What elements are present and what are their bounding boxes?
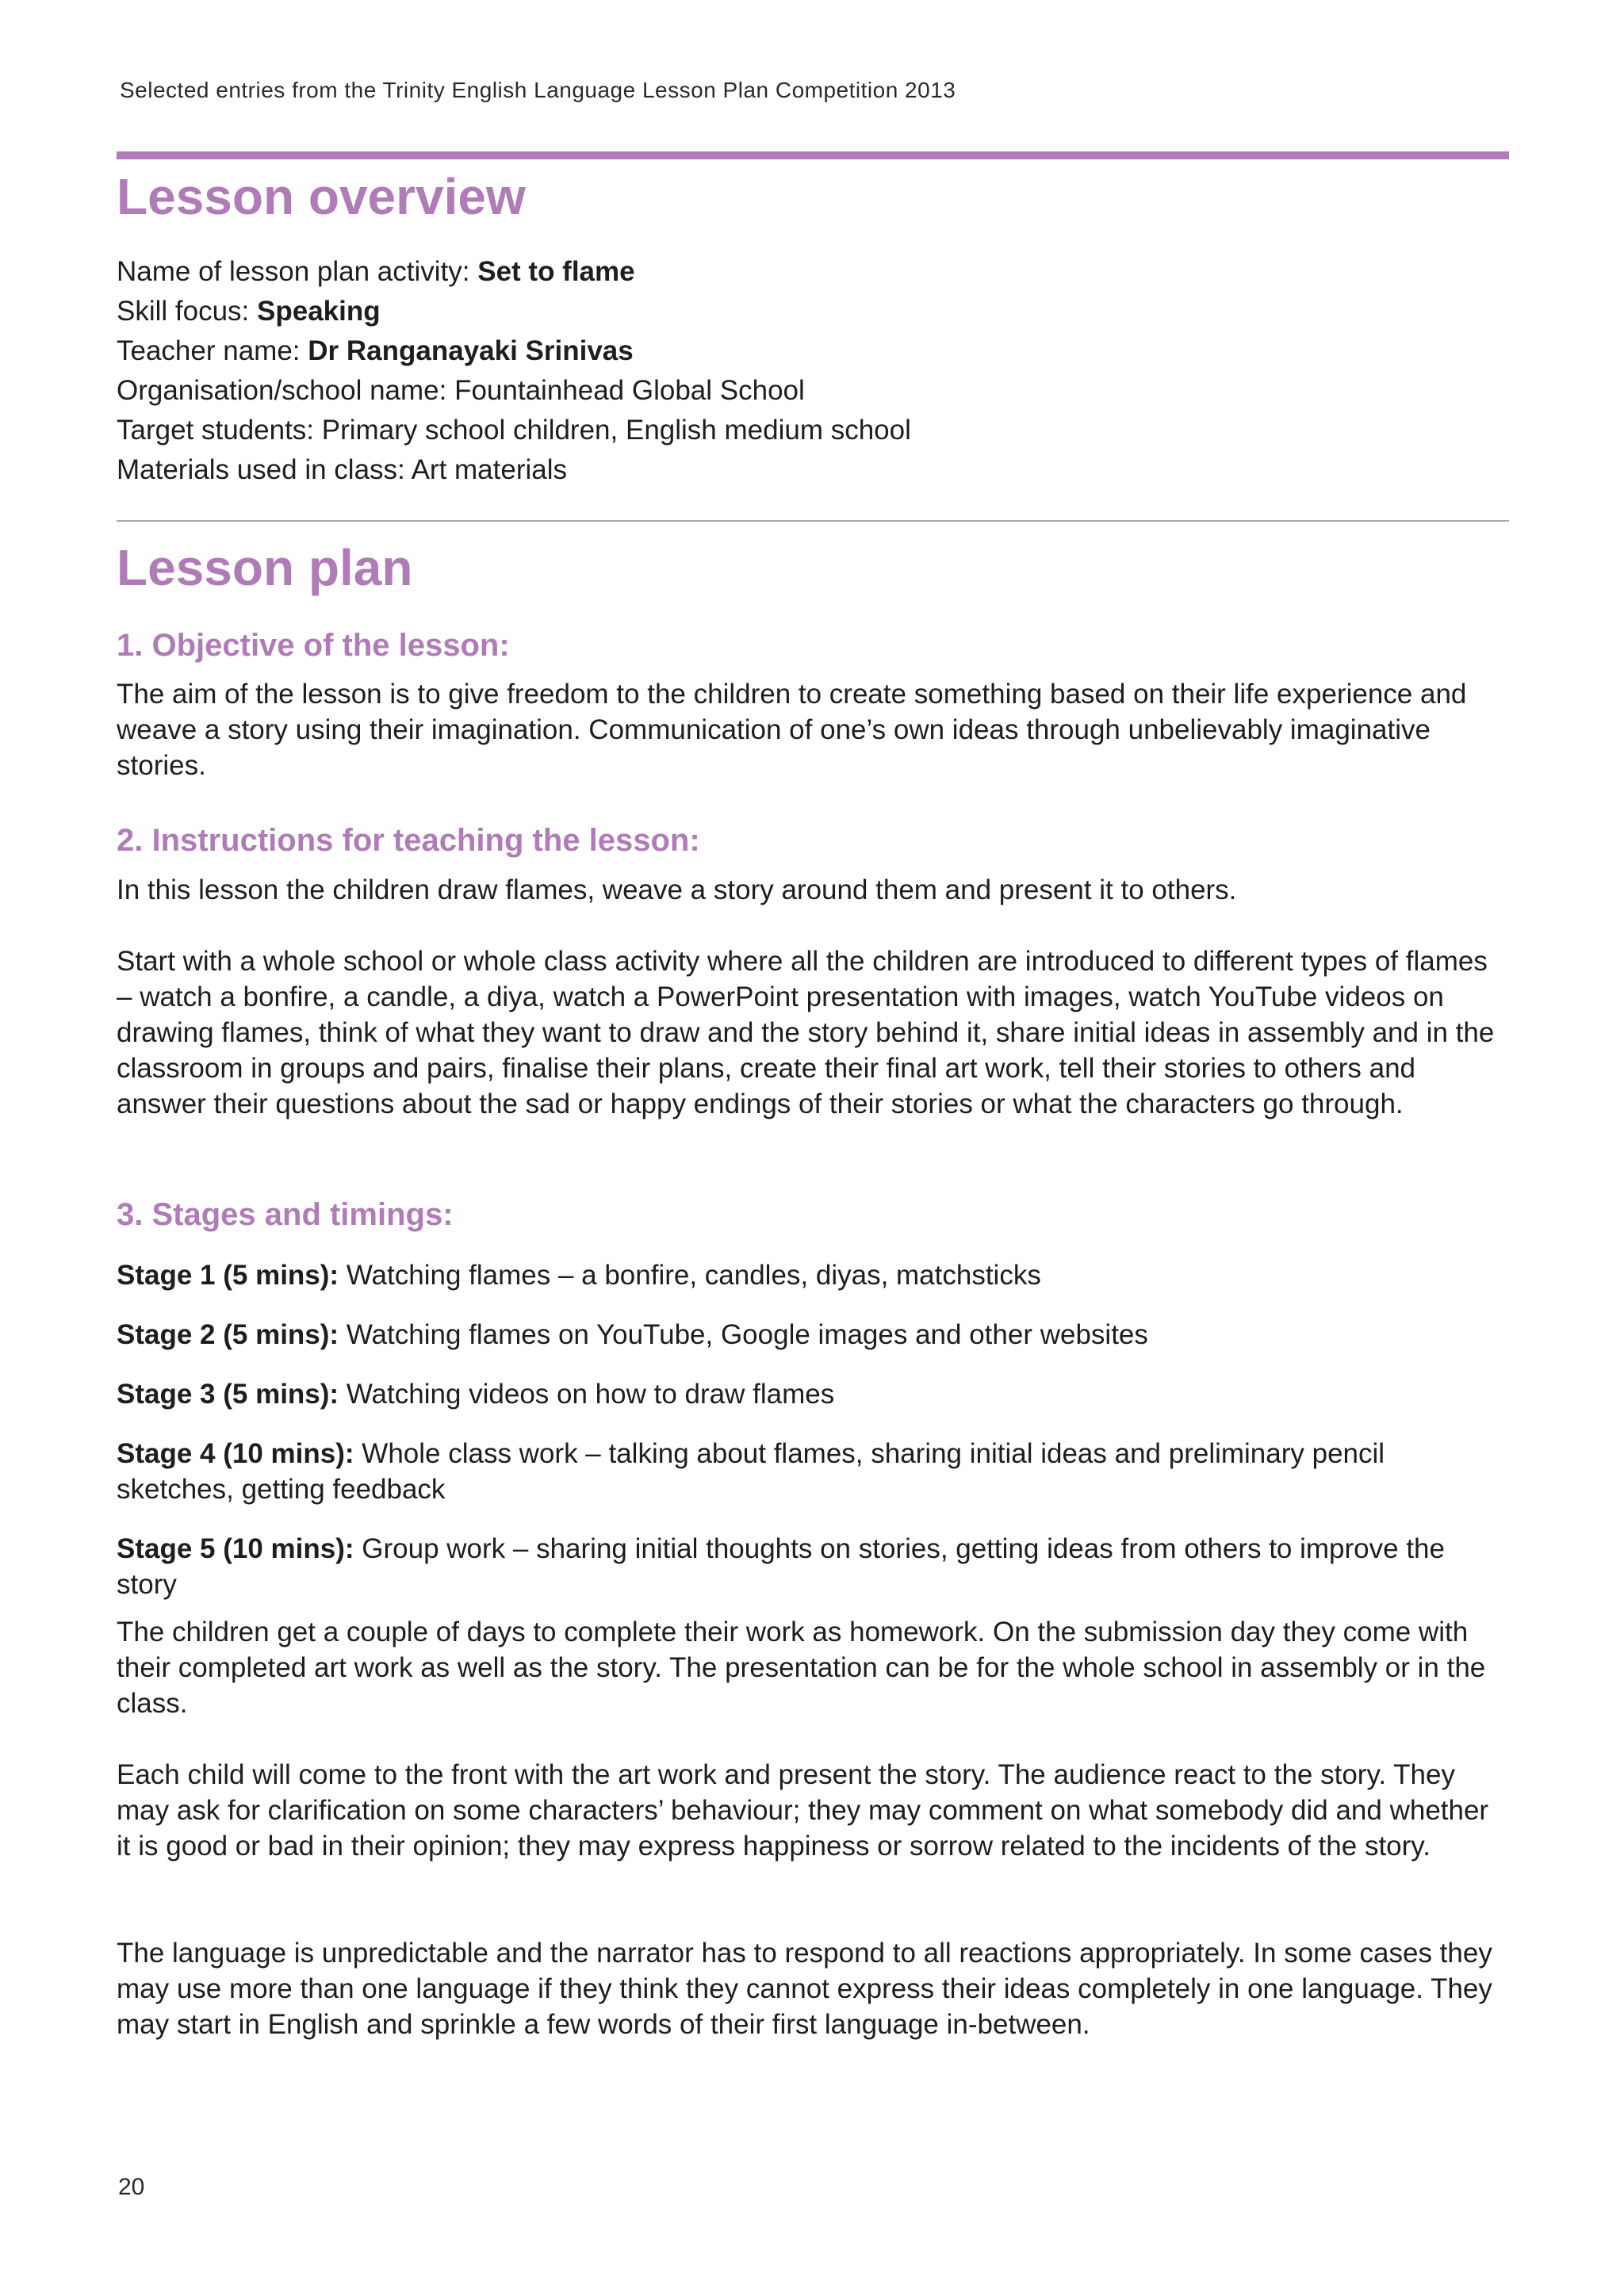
running-header: Selected entries from the Trinity English Language Lesson Plan Competition 2013: [120, 78, 956, 102]
page-number: 20: [118, 2174, 145, 2200]
overview-label: Organisation/school name:: [117, 375, 447, 406]
lesson-plan-heading: Lesson plan: [117, 539, 413, 596]
overview-label: Skill focus:: [117, 296, 250, 327]
stage-text: Watching flames – a bonfire, candles, diyas, matchsticks: [346, 1260, 1041, 1291]
stage-text: Group work – sharing initial thoughts on stories, getting ideas from others to improve the story: [117, 1533, 1445, 1600]
overview-label: Teacher name:: [117, 335, 301, 366]
overview-heading: Lesson overview: [117, 168, 526, 225]
stage-label: Stage 5 (10 mins):: [117, 1533, 354, 1564]
overview-value: Dr Ranganayaki Srinivas: [308, 335, 634, 366]
section-divider: [117, 520, 1509, 522]
stage-label: Stage 4 (10 mins):: [117, 1438, 354, 1469]
overview-value: Set to flame: [477, 256, 635, 287]
objective-text: The aim of the lesson is to give freedom to the children to create something based on their life experience and weave a story using their imagination. Communication of one’s own ideas through unbelievably imaginative stories.: [117, 679, 1467, 781]
header-rule: [117, 151, 1509, 159]
stage-label: Stage 3 (5 mins):: [117, 1379, 339, 1410]
stage-text: Watching videos on how to draw flames: [346, 1379, 835, 1410]
objective-heading: 1. Objective of the lesson:: [117, 628, 510, 663]
stages-paragraph: The language is unpredictable and the narrator has to respond to all reactions appropriately. In some cases they may use more than one language if they think they cannot express their ideas completely in one language. They may start in English and sprinkle a few words of their first language in-between.: [117, 1938, 1492, 2040]
stages-heading: 3. Stages and timings:: [117, 1197, 454, 1232]
instructions-paragraph: Start with a whole school or whole class activity where all the children are introduced to different types of flames – watch a bonfire, a candle, a diya, watch a PowerPoint presentation with images, watch YouTube videos on drawing flames, think of what they want to draw and the story behind it, share initial ideas in assembly and in the classroom in groups and pairs, finalise their plans, create their final art work, tell their stories to others and answer their questions about the sad or happy endings of their stories or what the characters go through.: [117, 946, 1495, 1119]
overview-row-teacher: [117, 331, 1509, 371]
document-page: [117, 0, 1509, 2296]
instructions-paragraph: In this lesson the children draw flames, weave a story around them and present it to others.: [117, 874, 1237, 905]
stage-item: [117, 1257, 1509, 1293]
stage-item: [117, 1376, 1509, 1412]
stage-item: [117, 1436, 1509, 1507]
overview-row-students: [117, 411, 1509, 450]
instructions-heading: 2. Instructions for teaching the lesson:: [117, 823, 700, 858]
overview-label: Name of lesson plan activity:: [117, 256, 470, 287]
overview-value: Primary school children, English medium school: [321, 415, 911, 446]
overview-list: [117, 252, 1509, 490]
overview-row-materials: [117, 450, 1509, 490]
overview-value: Fountainhead Global School: [454, 375, 805, 406]
overview-value: Speaking: [257, 296, 381, 327]
stage-text: Whole class work – talking about flames, sharing initial ideas and preliminary pencil sketches, getting feedback: [117, 1438, 1385, 1505]
stage-item: [117, 1531, 1509, 1602]
stage-item: [117, 1317, 1509, 1353]
stage-text: Watching flames on YouTube, Google images and other websites: [346, 1319, 1148, 1350]
overview-value: Art materials: [411, 454, 567, 485]
overview-row-skill: [117, 292, 1509, 331]
stages-paragraph: The children get a couple of days to complete their work as homework. On the submission day they come with their completed art work as well as the story. The presentation can be for the whole school in assembly or in the class.: [117, 1617, 1486, 1719]
stages-paragraph: Each child will come to the front with the art work and present the story. The audience react to the story. They may ask for clarification on some characters’ behaviour; they may comment on what somebody did and whether it is good or bad in their opinion; they may express happiness or sorrow related to the incidents of the story.: [117, 1759, 1489, 1862]
overview-label: Materials used in class:: [117, 454, 405, 485]
stage-label: Stage 1 (5 mins):: [117, 1260, 339, 1291]
stage-label: Stage 2 (5 mins):: [117, 1319, 339, 1350]
overview-row-school: [117, 371, 1509, 411]
overview-label: Target students:: [117, 415, 315, 446]
overview-row-activity: [117, 252, 1509, 292]
